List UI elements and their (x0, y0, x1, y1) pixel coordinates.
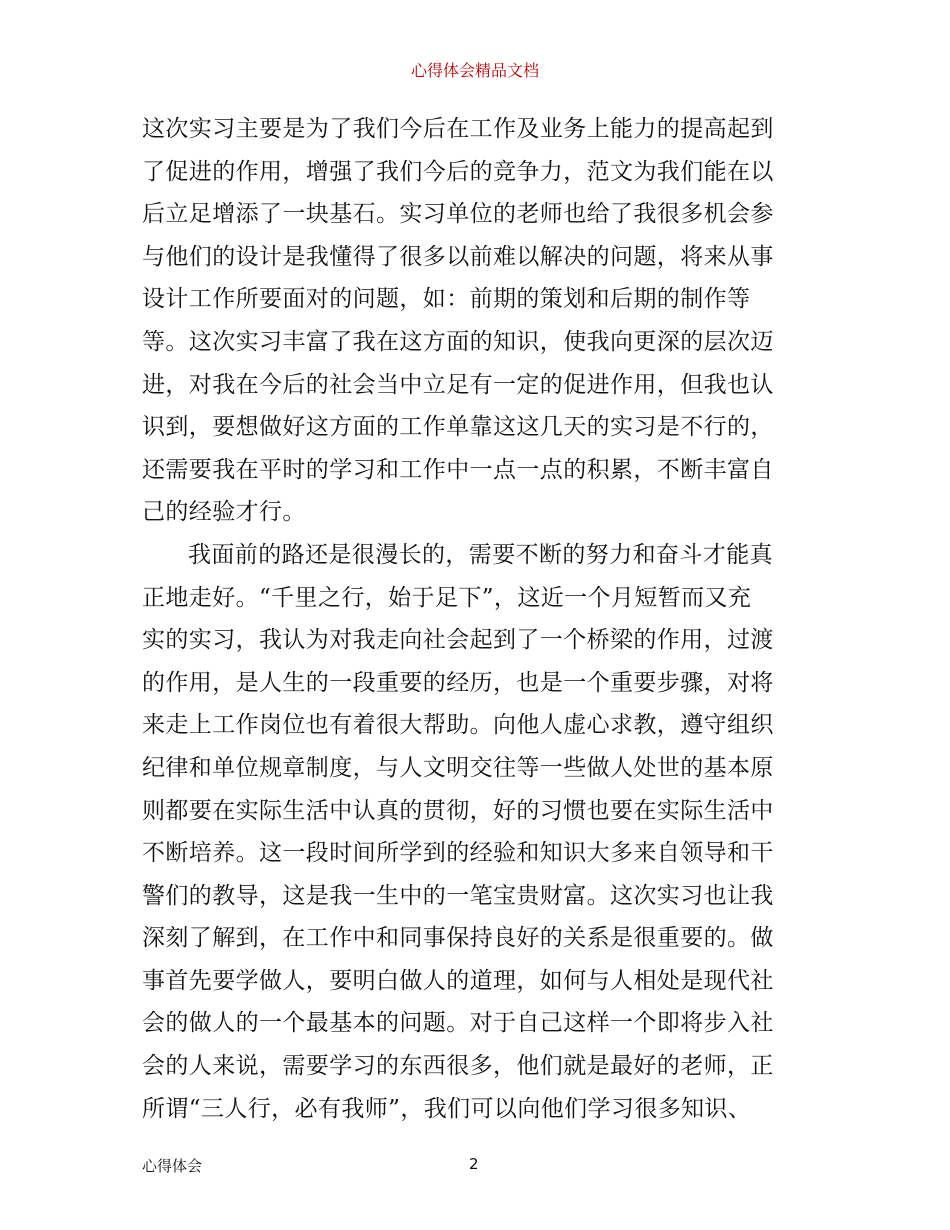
text-line: 实的实习，我认为对我走向社会起到了一个桥梁的作用，过渡 (142, 627, 774, 654)
text-line: 所谓“三人行，必有我师”，我们可以向他们学习很多知识、 (142, 1095, 752, 1122)
text-line: 后立足增添了一块基石。实习单位的老师也给了我很多机会参 (142, 201, 774, 228)
text-line: 深刻了解到，在工作中和同事保持良好的关系是很重要的。做 (142, 925, 774, 952)
document-body (142, 108, 810, 1130)
text-line: 会的做人的一个最基本的问题。对于自己这样一个即将步入社 (142, 1010, 774, 1037)
text-line: 与他们的设计是我懂得了很多以前难以解决的问题，将来从事 (142, 243, 774, 270)
text-line: 了促进的作用，增强了我们今后的竞争力，范文为我们能在以 (142, 158, 774, 185)
text-line: 警们的教导，这是我一生中的一笔宝贵财富。这次实习也让我 (142, 882, 774, 909)
text-line: 己的经验才行。 (142, 499, 306, 526)
text-line: 还需要我在平时的学习和工作中一点一点的积累，不断丰富自 (142, 456, 774, 483)
document-header-title: 心得体会精品文档 (410, 61, 539, 80)
text-line: 纪律和单位规章制度，与人文明交往等一些做人处世的基本原 (142, 754, 774, 781)
footer-label: 心得体会 (142, 1157, 203, 1175)
text-line: 等。这次实习丰富了我在这方面的知识，使我向更深的层次迈 (142, 328, 774, 355)
text-line: 的作用，是人生的一段重要的经历，也是一个重要步骤，对将 (142, 669, 774, 696)
page-number: 2 (469, 1155, 479, 1173)
text-line: 不断培养。这一段时间所学到的经验和知识大多来自领导和干 (142, 840, 774, 867)
text-line: 事首先要学做人，要明白做人的道理，如何与人相处是现代社 (142, 967, 774, 994)
text-line: 来走上工作岗位也有着很大帮助。向他人虚心求教，遵守组织 (142, 712, 774, 739)
text-line: 会的人来说，需要学习的东西很多，他们就是最好的老师，正 (142, 1053, 774, 1080)
text-line: 则都要在实际生活中认真的贯彻，好的习惯也要在实际生活中 (142, 797, 774, 824)
text-line: 正地走好。“千里之行，始于足下”，这近一个月短暂而又充 (142, 584, 752, 611)
paragraph-1 (142, 108, 810, 534)
text-line: 识到，要想做好这方面的工作单靠这这几天的实习是不行的， (142, 414, 774, 441)
text-line: 进，对我在今后的社会当中立足有一定的促进作用，但我也认 (142, 371, 774, 398)
text-line: 设计工作所要面对的问题，如：前期的策划和后期的制作等 (142, 286, 751, 313)
text-line: 这次实习主要是为了我们今后在工作及业务上能力的提高起到 (142, 116, 774, 142)
text-line: 我面前的路还是很漫长的，需要不断的努力和奋斗才能真 (188, 541, 773, 568)
paragraph-2 (142, 534, 810, 1130)
